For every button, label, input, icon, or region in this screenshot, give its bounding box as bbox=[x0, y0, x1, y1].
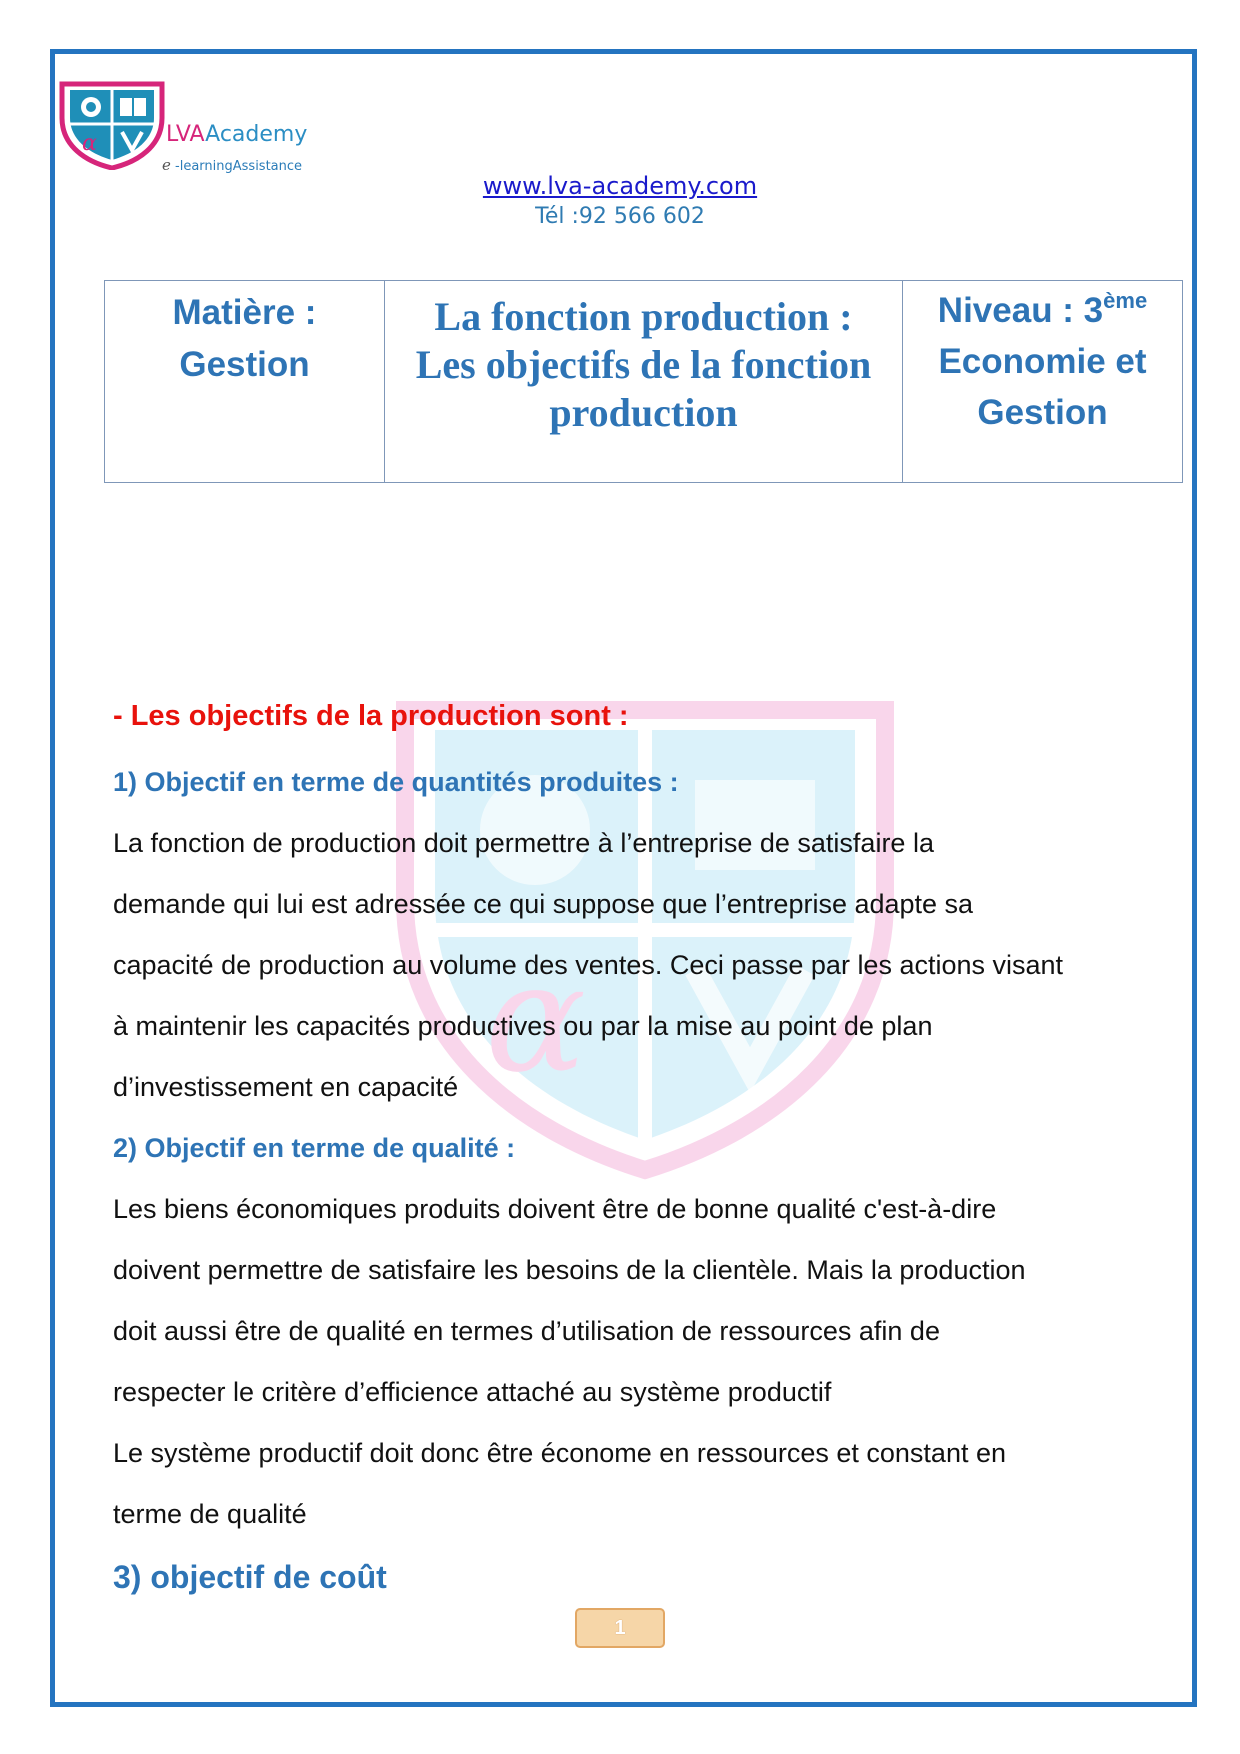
objective-1-line: d’investissement en capacité bbox=[113, 1072, 459, 1102]
objective-2-line: respecter le critère d’efficience attaché au système productif bbox=[113, 1377, 832, 1407]
course-info-table bbox=[104, 280, 1183, 483]
subject-cell bbox=[105, 281, 385, 482]
brand-tagline: e -learningAssistance bbox=[162, 156, 303, 174]
subject-label: Matière : bbox=[172, 293, 317, 332]
website-link[interactable]: www.lva-academy.com bbox=[482, 172, 758, 200]
objective-1-line: La fonction de production doit permettre à l’entreprise de satisfaire la bbox=[113, 828, 934, 858]
objective-2-line: Les biens économiques produits doivent être de bonne qualité c'est-à-dire bbox=[113, 1194, 997, 1224]
svg-text:α: α bbox=[82, 131, 97, 156]
svg-text:α: α bbox=[485, 932, 587, 1106]
objective-2-line: terme de qualité bbox=[113, 1499, 307, 1529]
page-number-badge bbox=[575, 1608, 665, 1648]
subject-value: Gestion bbox=[179, 345, 310, 384]
lva-academy-logo bbox=[58, 80, 166, 170]
lesson-title-line-3: production bbox=[549, 390, 738, 435]
document-body bbox=[113, 690, 1173, 1609]
objective-2-line: doit aussi être de qualité en termes d’utilisation de ressources afin de bbox=[113, 1316, 940, 1346]
objective-1-title: 1) Objectif en terme de quantités produites : bbox=[113, 767, 679, 797]
objective-3-title: 3) objectif de coût bbox=[113, 1559, 387, 1595]
section-title: - Les objectifs de la production sont : bbox=[113, 700, 629, 732]
level-label: Niveau : 3ème bbox=[937, 288, 1148, 330]
lesson-title-line-2: Les objectifs de la fonction bbox=[415, 342, 872, 387]
objective-1-line: demande qui lui est adressée ce qui suppose que l’entreprise adapte sa bbox=[113, 889, 974, 919]
level-cell bbox=[903, 281, 1182, 482]
objective-1-line: capacité de production au volume des ventes. Ceci passe par les actions visant bbox=[113, 950, 1064, 980]
objective-2-line: Le système productif doit donc être économe en ressources et constant en bbox=[113, 1438, 1007, 1468]
phone-number: Tél :92 566 602 bbox=[535, 204, 705, 229]
lesson-title-line-1: La fonction production : bbox=[434, 294, 853, 339]
page-number: 1 bbox=[614, 1617, 626, 1639]
objective-2-title: 2) Objectif en terme de qualité : bbox=[113, 1133, 516, 1163]
lesson-title-cell bbox=[385, 281, 903, 482]
level-line-3: Gestion bbox=[977, 393, 1108, 432]
brand-name: LVAAcademy bbox=[166, 122, 308, 147]
level-line-2: Economie et bbox=[938, 342, 1147, 381]
objective-2-line: doivent permettre de satisfaire les besoins de la clientèle. Mais la production bbox=[113, 1255, 1026, 1285]
objective-1-line: à maintenir les capacités productives ou par la mise au point de plan bbox=[113, 1011, 933, 1041]
